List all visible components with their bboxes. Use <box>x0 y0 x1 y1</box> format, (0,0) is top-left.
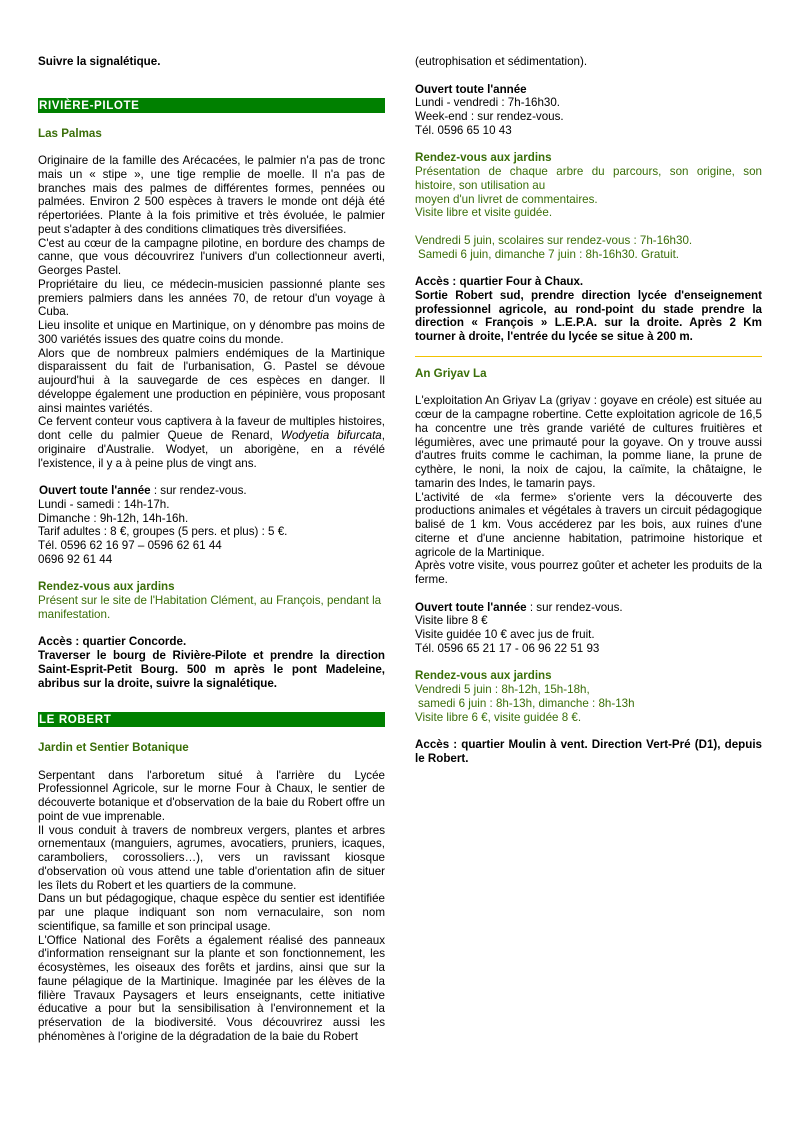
access-directions: Sortie Robert sud, prendre direction lycée d'enseignement professionnel agricole, au rond-point du stade prendre la direction « François » L.E.P.A. sur la droite. Après 2 Km tourner à droite, l'entrée du lycée se situe à 200 m. <box>415 288 762 343</box>
garden-title-an-griyav-la: An Griyav La <box>415 366 487 380</box>
access-line: Accès : quartier Four à Chaux. <box>415 275 584 288</box>
phone-line: Tél. 0596 65 21 17 - 06 96 22 51 93 <box>415 641 600 655</box>
las-palmas-hours <box>38 484 385 567</box>
hours-line: Dimanche : 9h-12h, 14h-16h. <box>38 511 189 525</box>
access-directions: Traverser le bourg de Rivière-Pilote et prendre la direction Saint-Esprit-Petit Bourg. 500 m après le pont Madeleine, abribus sur la droite, suivre la signalétique. <box>38 649 385 690</box>
paragraph: Serpentant dans l'arboretum situé à l'arrière du Lycée Professionnel Agricole, sur le morne Four à Chaux, le sentier de découverte botanique et d'observation de la baie du Robert offre un point de vue imprenable. <box>38 768 385 823</box>
paragraph: Dans un but pédagogique, chaque espèce du sentier est identifiée par une plaque indiquant son nom vernaculaire, son nom scientifique, sa famille et son principal usage. <box>38 892 385 933</box>
rdv-line: samedi 6 juin : 8h-13h, dimanche : 8h-13h <box>418 696 635 710</box>
section-header-le-robert: LE ROBERT <box>38 712 385 727</box>
paragraph: Alors que de nombreux palmiers endémiques de la Martinique disparaissent du fait de l'urbanisation, G. Pastel se dévoue aujourd'hui à la sauvegarde de ces espèces en danger. Il développe également une production en pépinière, vous proposant ainsi maintes variétés. <box>38 346 385 415</box>
phone-line: Tél. 0596 62 16 97 – 0596 62 61 44 <box>38 539 222 552</box>
rdv-line: Présentation de chaque arbre du parcours, son origine, son histoire, son utilisation au <box>415 165 762 192</box>
access-line: Accès : quartier Concorde. <box>38 635 187 649</box>
price-line: Visite guidée 10 € avec jus de fruit. <box>415 628 595 641</box>
rdv-title: Rendez-vous aux jardins <box>38 580 175 594</box>
rdv-date: Samedi 6 juin, dimanche 7 juin : 8h-16h30. Gratuit. <box>418 247 680 261</box>
species-name: Wodyetia bifurcata <box>280 429 382 442</box>
rdv-line: Vendredi 5 juin : 8h-12h, 15h-18h, <box>415 683 590 696</box>
hours-line: Lundi - samedi : 14h-17h. <box>38 497 170 511</box>
section-header-riviere-pilote: RIVIÈRE-PILOTE <box>38 98 385 113</box>
text-span: , originaire d'Australie. Wodyet, un aborigène, en a révélé l'existence, il y a à peine plus de vingt ans. <box>38 429 385 470</box>
phone-line: 0696 92 61 44 <box>38 552 113 566</box>
left-column <box>38 55 385 1044</box>
las-palmas-description <box>38 154 385 470</box>
paragraph: C'est au cœur de la campagne pilotine, en bordure des champs de canne, que vous découvrirez l'univers d'un collectionneur averti, Georges Pastel. <box>38 236 385 277</box>
an-griyav-description <box>415 394 762 587</box>
open-label: Ouvert toute l'année <box>415 600 527 614</box>
paragraph: Après votre visite, vous pourrez goûter et acheter les produits de la ferme. <box>415 559 762 586</box>
open-rest: : sur rendez-vous. <box>150 484 247 497</box>
paragraph: L'Office National des Forêts a également réalisé des panneaux d'information renseignant sur la plante et son fonctionnement, les écosystèmes, les oiseaux des forêts et jardins, ainsi que sur la faune pélagique de la Martinique. Imaginée par les élèves de la filière Travaux Paysagers et leurs enseignants, cette initiative éducative a pour but la sensibilisation à l'environnement et la préservation de la biodiversité. Vous découvrirez aussi les phénomènes à l'origine de la dégradation de la baie du Robert <box>38 933 385 1043</box>
price-line: Tarif adultes : 8 €, groupes (5 pers. et plus) : 5 €. <box>38 525 288 539</box>
rdv-title: Rendez-vous aux jardins <box>415 151 552 165</box>
paragraph: Propriétaire du lieu, ce médecin-musicien passionné plante ses premiers palmiers dans les années 70, de retour d'un voyage à Cuba. <box>38 277 385 319</box>
paragraph: L'activité de «la ferme» s'oriente vers la découverte des productions animales et végétales à travers un circuit pédagogique balisé de 1 km. Vous accéderez par les bois, aux ruines d'une citerne et d'une ancienne habitation, patrimoine historique et agricole de la Martinique. <box>415 490 762 559</box>
rdv-title: Rendez-vous aux jardins <box>415 669 552 683</box>
rdv-line: Visite libre 6 €, visite guidée 8 €. <box>415 710 582 724</box>
paragraph: Il vous conduit à travers de nombreux vergers, plantes et arbres ornementaux (manguiers, agrumes, avocatiers, pruniers, icaques, caramboliers, corossoliers…), vers un ravissant kiosque d'observation où vous attend une table d'orientation afin de situer les îlets du Robert et les quartiers de la commune. <box>38 823 385 892</box>
opening-line <box>415 601 762 615</box>
open-title: Ouvert toute l'année <box>415 82 527 96</box>
phone-line: Tél. 0596 65 10 43 <box>415 123 512 137</box>
text-span: Ce fervent conteur vous captivera à la faveur de multiples histoires, dont celle du palmier Queue de Renard, <box>38 415 385 442</box>
rdv-line: moyen d'un livret de commentaires. <box>415 192 598 206</box>
garden-title-las-palmas: Las Palmas <box>38 126 102 140</box>
rdv-date: Vendredi 5 juin, scolaires sur rendez-vous : 7h-16h30. <box>415 233 693 247</box>
hours-line: Lundi - vendredi : 7h-16h30. <box>415 96 561 110</box>
hours-line: Week-end : sur rendez-vous. <box>415 110 564 123</box>
paragraph: Lieu insolite et unique en Martinique, on y dénombre pas moins de 300 variétés issues des quatre coins du monde. <box>38 319 385 346</box>
open-rest: : sur rendez-vous. <box>526 600 623 614</box>
garden-title-jardin-sentier: Jardin et Sentier Botanique <box>38 741 189 754</box>
continued-text: (eutrophisation et sédimentation). <box>415 55 588 68</box>
right-column <box>415 55 762 766</box>
rdv-text: Présent sur le site de l'Habitation Clément, au François, pendant la manifestation. <box>38 594 382 621</box>
paragraph: Originaire de la famille des Arécacées, le palmier n'a pas de tronc mais un « stipe », une tige remplie de moelle. Il n'a pas de branches mais des palmes de différentes formes, pennées ou palmées. Environ 2 500 espèces à travers le monde ont déjà été répertoriées. Plante à la fois primitive et très évoluée, le palmier peut s'adapter à des conditions climatiques très diversifiées. <box>38 154 385 236</box>
price-line: Visite libre 8 € <box>415 614 488 628</box>
section-divider <box>415 356 762 357</box>
intro-text: Suivre la signalétique. <box>38 55 161 68</box>
an-griyav-hours <box>415 601 762 656</box>
opening-line <box>38 484 385 498</box>
paragraph <box>38 415 385 470</box>
access-directions: Accès : quartier Moulin à vent. Direction Vert-Pré (D1), depuis le Robert. <box>415 738 762 765</box>
jardin-description <box>38 769 385 1044</box>
paragraph: L'exploitation An Griyav La (griyav : goyave en créole) est située au cœur de la campagne robertine. Cette exploitation agricole de 16,5 ha concentre une très grande variété de cultures fruitières et légumières, avec une primauté pour la goyave. On y trouve aussi d'autres fruits comme le cachiman, la pomme liane, la prune de cythère, le noni, la noix de cajou, la caïmite, la châtaigne, le tamarin des Indes, le tamarin pays. <box>415 394 762 490</box>
open-label: Ouvert toute l'année <box>39 484 151 497</box>
rdv-line: Visite libre et visite guidée. <box>415 206 553 220</box>
